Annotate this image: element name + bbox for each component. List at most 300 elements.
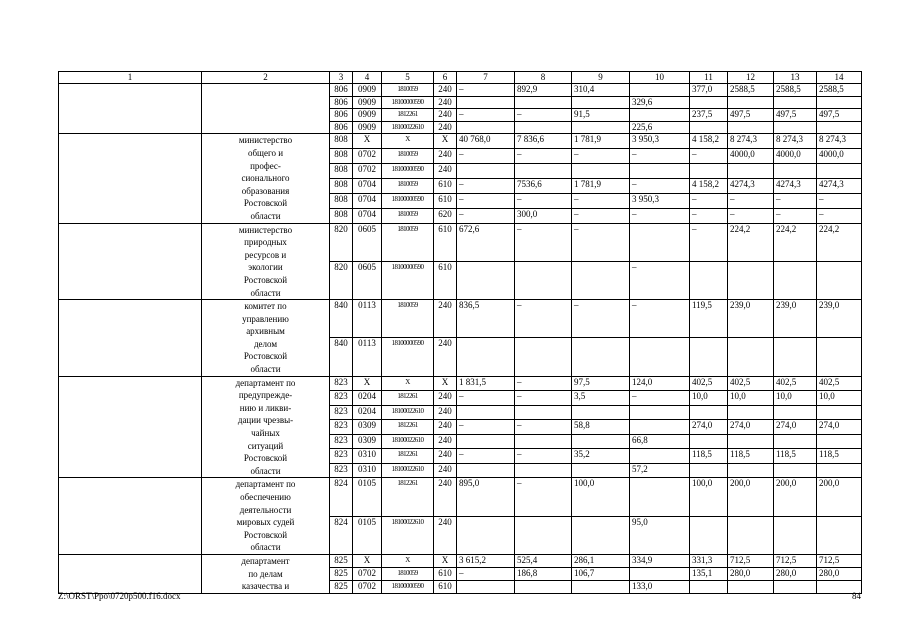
ministry-code-cell: 823 (330, 391, 353, 406)
amount-cell: 58,8 (572, 420, 630, 435)
amount-cell (457, 463, 515, 478)
table-row (59, 478, 862, 516)
amount-cell: 100,0 (690, 478, 728, 516)
target-code-cell: 18100000590 (382, 164, 434, 179)
table-row (59, 554, 862, 567)
amount-cell: 119,5 (690, 300, 728, 338)
expense-type-cell: 240 (434, 121, 457, 134)
amount-cell: 2588,5 (817, 84, 862, 97)
amount-cell (630, 109, 690, 122)
amount-cell: – (630, 149, 690, 164)
ministry-code-cell: 840 (330, 300, 353, 338)
amount-cell: – (457, 84, 515, 97)
department-name-line: министерство (238, 135, 293, 146)
amount-cell: 402,5 (774, 376, 817, 391)
amount-cell (515, 580, 572, 593)
amount-cell: – (457, 178, 515, 193)
section-code-cell: 0702 (353, 567, 382, 580)
ministry-code-cell: 808 (330, 208, 353, 223)
target-code-cell: 1812261 (382, 449, 434, 464)
header-cell: 12 (728, 72, 774, 84)
target-code-cell: 18100000590 (382, 580, 434, 593)
department-name-line: профес- (250, 160, 281, 171)
target-code-cell: X (382, 376, 434, 391)
amount-cell (728, 463, 774, 478)
amount-cell: 892,9 (515, 84, 572, 97)
department-name-line: чайных (251, 428, 280, 439)
table-row (59, 84, 862, 97)
amount-cell: 239,0 (774, 300, 817, 338)
section-code-cell: 0113 (353, 338, 382, 376)
amount-cell (630, 223, 690, 261)
expense-type-cell: 240 (434, 391, 457, 406)
amount-cell: 3,5 (572, 391, 630, 406)
amount-cell: 200,0 (774, 478, 817, 516)
amount-cell (630, 405, 690, 420)
department-name-line: делом (253, 338, 278, 349)
amount-cell (572, 121, 630, 134)
amount-cell: 10,0 (728, 391, 774, 406)
amount-cell: – (457, 567, 515, 580)
amount-cell (774, 164, 817, 179)
amount-cell: 274,0 (817, 420, 862, 435)
amount-cell: – (690, 223, 728, 261)
department-name (202, 554, 330, 593)
department-name-line: общего и (247, 147, 284, 158)
target-code-cell: 1810059 (382, 149, 434, 164)
amount-cell (817, 434, 862, 449)
amount-cell: 8 274,3 (774, 134, 817, 149)
amount-cell (515, 96, 572, 109)
amount-cell: 57,2 (630, 463, 690, 478)
amount-cell (457, 261, 515, 299)
amount-cell (572, 261, 630, 299)
expense-type-cell: 610 (434, 580, 457, 593)
department-name (202, 223, 330, 300)
target-code-cell: X (382, 134, 434, 149)
department-name-line: ресурсов и (244, 249, 287, 260)
amount-cell: 7536,6 (515, 178, 572, 193)
amount-cell: 40 768,0 (457, 134, 515, 149)
ministry-code-cell: 808 (330, 149, 353, 164)
amount-cell (728, 338, 774, 376)
expense-type-cell: 240 (434, 300, 457, 338)
amount-cell (457, 338, 515, 376)
header-cell: 5 (382, 72, 434, 84)
amount-cell: 329,6 (630, 96, 690, 109)
expense-type-cell: 240 (434, 478, 457, 516)
amount-cell: 712,5 (728, 554, 774, 567)
amount-cell: 3 950,3 (630, 193, 690, 208)
amount-cell: 300,0 (515, 208, 572, 223)
amount-cell (728, 96, 774, 109)
amount-cell (572, 164, 630, 179)
department-name-line: ситуаций (247, 440, 284, 451)
amount-cell: – (572, 208, 630, 223)
amount-cell: 402,5 (728, 376, 774, 391)
amount-cell: 4000,0 (728, 149, 774, 164)
department-name-line: министерство (238, 224, 293, 235)
section-code-cell: 0909 (353, 84, 382, 97)
department-name-line: архивным (246, 326, 285, 337)
amount-cell (630, 420, 690, 435)
section-code-cell: X (353, 134, 382, 149)
amount-cell: 1 831,5 (457, 376, 515, 391)
target-code-cell: 18100000590 (382, 193, 434, 208)
department-name-line: области (250, 364, 281, 375)
target-code-cell: 18100022610 (382, 434, 434, 449)
ministry-code-cell: 806 (330, 109, 353, 122)
amount-cell: – (690, 193, 728, 208)
amount-cell (728, 121, 774, 134)
department-name-line: Ростовской (243, 453, 288, 464)
department-name-line: области (250, 542, 281, 553)
blank-cell (59, 478, 202, 555)
ministry-code-cell: 824 (330, 478, 353, 516)
ministry-code-cell: 823 (330, 420, 353, 435)
amount-cell (728, 580, 774, 593)
expense-type-cell: 610 (434, 223, 457, 261)
amount-cell (690, 463, 728, 478)
department-name (202, 300, 330, 377)
amount-cell (690, 121, 728, 134)
expense-type-cell: 620 (434, 208, 457, 223)
amount-cell: 118,5 (774, 449, 817, 464)
amount-cell (728, 261, 774, 299)
amount-cell (774, 580, 817, 593)
header-cell: 1 (59, 72, 202, 84)
target-code-cell: 18100000590 (382, 96, 434, 109)
section-code-cell: 0909 (353, 96, 382, 109)
ministry-code-cell: 823 (330, 376, 353, 391)
department-name-line: дации чрезвы- (237, 415, 294, 426)
amount-cell (774, 261, 817, 299)
amount-cell (457, 434, 515, 449)
amount-cell (572, 434, 630, 449)
amount-cell (774, 121, 817, 134)
amount-cell (630, 478, 690, 516)
ministry-code-cell: 823 (330, 463, 353, 478)
amount-cell: 497,5 (728, 109, 774, 122)
ministry-code-cell: 806 (330, 121, 353, 134)
amount-cell: 4000,0 (817, 149, 862, 164)
amount-cell: 402,5 (817, 376, 862, 391)
amount-cell: – (817, 193, 862, 208)
expense-type-cell: 240 (434, 434, 457, 449)
header-cell: 10 (630, 72, 690, 84)
blank-cell (59, 84, 202, 134)
amount-cell: 239,0 (728, 300, 774, 338)
section-code-cell: 0310 (353, 449, 382, 464)
department-name-line: казачества и (241, 581, 290, 592)
ministry-code-cell: 808 (330, 134, 353, 149)
amount-cell: 310,4 (572, 84, 630, 97)
amount-cell: 118,5 (817, 449, 862, 464)
amount-cell (515, 405, 572, 420)
ministry-code-cell: 824 (330, 516, 353, 554)
amount-cell (572, 580, 630, 593)
header-cell: 6 (434, 72, 457, 84)
target-code-cell: 18100022610 (382, 516, 434, 554)
header-cell: 9 (572, 72, 630, 84)
target-code-cell: 1810059 (382, 300, 434, 338)
amount-cell (572, 463, 630, 478)
expense-type-cell: 240 (434, 84, 457, 97)
target-code-cell: 1810059 (382, 178, 434, 193)
amount-cell: 124,0 (630, 376, 690, 391)
section-code-cell: 0105 (353, 478, 382, 516)
amount-cell: – (630, 261, 690, 299)
department-name-line: Ростовской (243, 351, 288, 362)
amount-cell: – (728, 193, 774, 208)
amount-cell (690, 580, 728, 593)
amount-cell (630, 338, 690, 376)
ministry-code-cell: 825 (330, 580, 353, 593)
expense-type-cell: 240 (434, 516, 457, 554)
footer-page-number: 84 (852, 591, 861, 601)
amount-cell: 100,0 (572, 478, 630, 516)
ministry-code-cell: 806 (330, 96, 353, 109)
section-code-cell: 0605 (353, 261, 382, 299)
section-code-cell: X (353, 554, 382, 567)
amount-cell: – (630, 208, 690, 223)
amount-cell: – (572, 223, 630, 261)
amount-cell (774, 434, 817, 449)
amount-cell (515, 261, 572, 299)
ministry-code-cell: 808 (330, 193, 353, 208)
department-name-line: Ростовской (243, 529, 288, 540)
amount-cell (817, 96, 862, 109)
target-code-cell: 1810059 (382, 84, 434, 97)
amount-cell: – (572, 193, 630, 208)
amount-cell (774, 338, 817, 376)
amount-cell: 200,0 (817, 478, 862, 516)
amount-cell: – (774, 193, 817, 208)
target-code-cell: 18100000590 (382, 261, 434, 299)
amount-cell (457, 164, 515, 179)
amount-cell: – (515, 300, 572, 338)
amount-cell (515, 516, 572, 554)
target-code-cell: 1812261 (382, 109, 434, 122)
amount-cell (515, 463, 572, 478)
amount-cell: – (457, 420, 515, 435)
ministry-code-cell: 823 (330, 449, 353, 464)
ministry-code-cell: 820 (330, 223, 353, 261)
amount-cell (690, 96, 728, 109)
amount-cell (817, 261, 862, 299)
section-code-cell: 0204 (353, 405, 382, 420)
amount-cell: – (515, 449, 572, 464)
amount-cell: 225,6 (630, 121, 690, 134)
amount-cell (515, 121, 572, 134)
amount-cell: 4274,3 (728, 178, 774, 193)
department-name-line: деятельности (239, 504, 292, 515)
section-code-cell: 0309 (353, 434, 382, 449)
ministry-code-cell: 820 (330, 261, 353, 299)
header-cell: 3 (330, 72, 353, 84)
amount-cell: 1 781,9 (572, 134, 630, 149)
amount-cell: 186,8 (515, 567, 572, 580)
section-code-cell: 0702 (353, 164, 382, 179)
expense-type-cell: 610 (434, 193, 457, 208)
expense-type-cell: 610 (434, 261, 457, 299)
section-code-cell: 0702 (353, 580, 382, 593)
budget-table (58, 71, 862, 594)
amount-cell (690, 405, 728, 420)
header-cell: 2 (202, 72, 330, 84)
amount-cell: 8 274,3 (728, 134, 774, 149)
amount-cell (774, 463, 817, 478)
department-name-line: области (250, 210, 281, 221)
amount-cell (728, 405, 774, 420)
amount-cell (690, 164, 728, 179)
department-name-line: управлению (242, 313, 289, 324)
department-name (202, 84, 330, 134)
amount-cell: 133,0 (630, 580, 690, 593)
target-code-cell: 18100022610 (382, 463, 434, 478)
amount-cell (690, 516, 728, 554)
section-code-cell: 0702 (353, 149, 382, 164)
amount-cell: 497,5 (774, 109, 817, 122)
department-name-line: Ростовской (243, 274, 288, 285)
amount-cell: 4274,3 (774, 178, 817, 193)
amount-cell: – (630, 300, 690, 338)
amount-cell: 712,5 (774, 554, 817, 567)
expense-type-cell: 240 (434, 449, 457, 464)
amount-cell: 3 950,3 (630, 134, 690, 149)
amount-cell: – (817, 208, 862, 223)
amount-cell (817, 405, 862, 420)
department-name-line: департамент по (235, 479, 296, 490)
amount-cell: 274,0 (728, 420, 774, 435)
amount-cell: 7 836,6 (515, 134, 572, 149)
amount-cell: – (630, 178, 690, 193)
target-code-cell: 1812261 (382, 391, 434, 406)
amount-cell: 3 615,2 (457, 554, 515, 567)
section-code-cell: 0113 (353, 300, 382, 338)
amount-cell (457, 516, 515, 554)
department-name-line: Ростовской (243, 198, 288, 209)
target-code-cell: 18100022610 (382, 405, 434, 420)
amount-cell (774, 96, 817, 109)
amount-cell: 402,5 (690, 376, 728, 391)
amount-cell: 334,9 (630, 554, 690, 567)
section-code-cell: 0310 (353, 463, 382, 478)
section-code-cell: 0605 (353, 223, 382, 261)
target-code-cell: 18100000590 (382, 338, 434, 376)
amount-cell (572, 96, 630, 109)
amount-cell (690, 338, 728, 376)
amount-cell: 331,3 (690, 554, 728, 567)
amount-cell: – (630, 391, 690, 406)
amount-cell: 224,2 (728, 223, 774, 261)
expense-type-cell: 610 (434, 567, 457, 580)
amount-cell: 895,0 (457, 478, 515, 516)
department-name-line: предупрежде- (238, 390, 293, 401)
ministry-code-cell: 825 (330, 567, 353, 580)
header-cell: 13 (774, 72, 817, 84)
section-code-cell: 0909 (353, 109, 382, 122)
amount-cell: – (690, 149, 728, 164)
amount-cell: – (572, 300, 630, 338)
amount-cell: 118,5 (690, 449, 728, 464)
amount-cell: 4274,3 (817, 178, 862, 193)
amount-cell (515, 164, 572, 179)
amount-cell: – (457, 391, 515, 406)
department-name-line: природных (244, 237, 287, 248)
department-name-line: сионального (241, 173, 290, 184)
amount-cell: – (515, 193, 572, 208)
header-row (59, 72, 862, 84)
header-cell: 8 (515, 72, 572, 84)
amount-cell: 118,5 (728, 449, 774, 464)
amount-cell: 10,0 (774, 391, 817, 406)
header-cell: 11 (690, 72, 728, 84)
ministry-code-cell: 823 (330, 405, 353, 420)
table-row (59, 300, 862, 338)
amount-cell (774, 516, 817, 554)
amount-cell: – (515, 376, 572, 391)
amount-cell: – (515, 391, 572, 406)
amount-cell: 836,5 (457, 300, 515, 338)
amount-cell (515, 338, 572, 376)
amount-cell: 4 158,2 (690, 178, 728, 193)
blank-cell (59, 223, 202, 300)
amount-cell: 106,7 (572, 567, 630, 580)
department-name-line: экологии (248, 262, 283, 273)
expense-type-cell: 240 (434, 405, 457, 420)
amount-cell: – (457, 109, 515, 122)
amount-cell: – (457, 149, 515, 164)
amount-cell (572, 516, 630, 554)
section-code-cell: 0704 (353, 208, 382, 223)
amount-cell: 10,0 (690, 391, 728, 406)
amount-cell (728, 164, 774, 179)
expense-type-cell: 240 (434, 338, 457, 376)
amount-cell: 224,2 (774, 223, 817, 261)
section-code-cell: 0704 (353, 193, 382, 208)
amount-cell: – (515, 149, 572, 164)
expense-type-cell: 240 (434, 96, 457, 109)
amount-cell: – (457, 449, 515, 464)
amount-cell (690, 434, 728, 449)
expense-type-cell: X (434, 134, 457, 149)
amount-cell (630, 449, 690, 464)
amount-cell: 8 274,3 (817, 134, 862, 149)
amount-cell (630, 164, 690, 179)
amount-cell (774, 405, 817, 420)
target-code-cell: X (382, 554, 434, 567)
department-name-line: департамент по (235, 377, 296, 388)
department-name-line: комитет по (244, 301, 287, 312)
amount-cell: – (728, 208, 774, 223)
amount-cell (572, 405, 630, 420)
expense-type-cell: 240 (434, 149, 457, 164)
amount-cell (572, 338, 630, 376)
expense-type-cell: X (434, 376, 457, 391)
amount-cell: – (572, 149, 630, 164)
ministry-code-cell: 808 (330, 178, 353, 193)
amount-cell (515, 434, 572, 449)
amount-cell: – (515, 420, 572, 435)
amount-cell: 200,0 (728, 478, 774, 516)
amount-cell: – (515, 223, 572, 261)
amount-cell: 712,5 (817, 554, 862, 567)
section-code-cell: X (353, 376, 382, 391)
amount-cell (817, 516, 862, 554)
amount-cell: 286,1 (572, 554, 630, 567)
ministry-code-cell: 825 (330, 554, 353, 567)
